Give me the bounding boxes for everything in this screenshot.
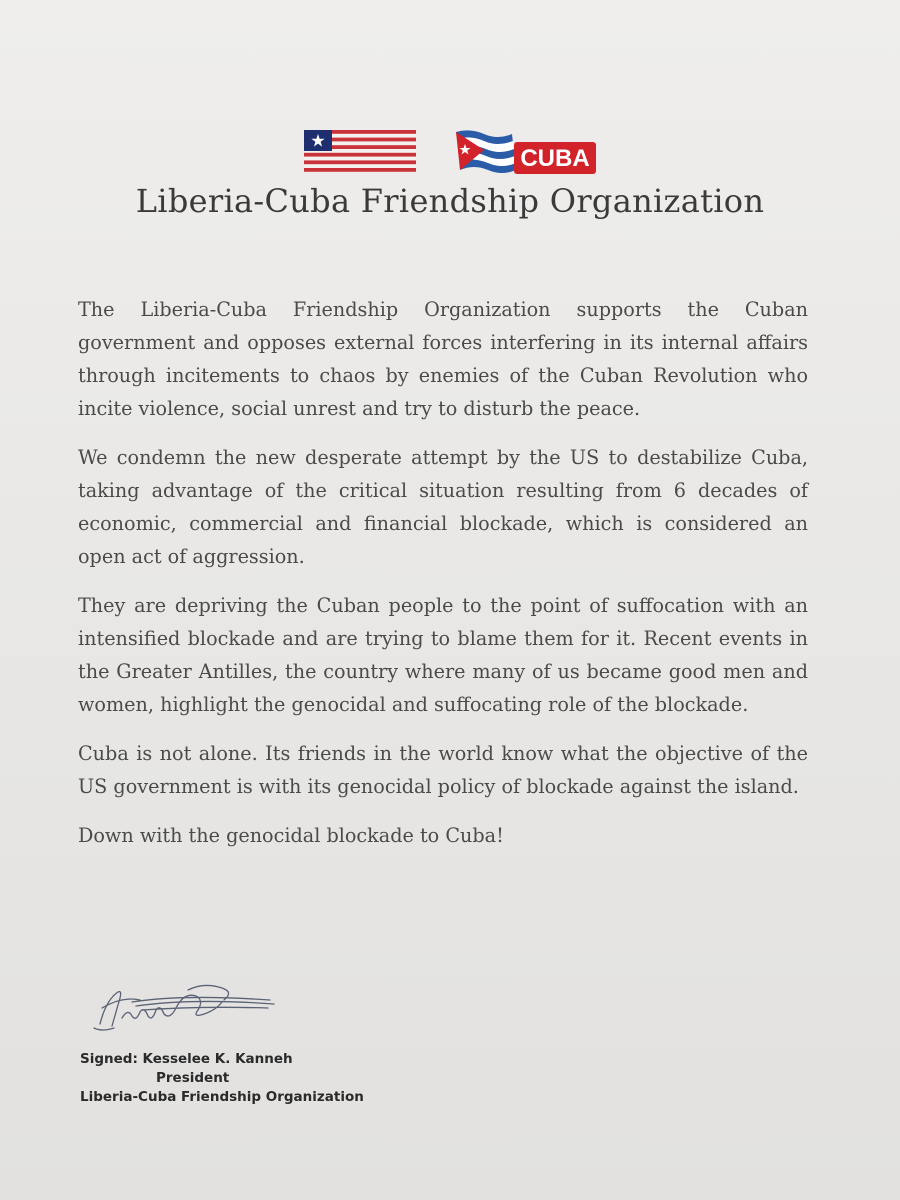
signed-line: Signed: Kesselee K. Kanneh xyxy=(80,1051,293,1067)
handwritten-signature xyxy=(92,978,282,1036)
paragraph-5: Down with the genocidal blockade to Cuba! xyxy=(78,824,504,847)
cuba-flag-icon xyxy=(456,130,596,174)
letter-body xyxy=(78,293,808,868)
signer-organization: Liberia-Cuba Friendship Organization xyxy=(80,1089,364,1105)
signer-role: President xyxy=(156,1070,230,1086)
paragraph-3: They are depriving the Cuban people to the point of suffocation with an intensified blockade and are trying to blame them for it. Recent events in the Greater Antilles, the country where many of us became good men and women, highlight the genocidal and suffocating role of the blockade. xyxy=(78,594,808,716)
paragraph-1: The Liberia-Cuba Friendship Organization supports the Cuban government and opposes external forces interfering in its internal affairs through incitements to chaos by enemies of the Cuban Revolution who incite violence, social unrest and try to disturb the peace. xyxy=(78,298,808,420)
organization-title: Liberia-Cuba Friendship Organization xyxy=(135,182,765,220)
cuba-flag-text: CUBA xyxy=(520,145,590,172)
signature-block xyxy=(80,1050,364,1107)
paragraph-2: We condemn the new desperate attempt by the US to destabilize Cuba, taking advantage of the critical situation resulting from 6 decades of economic, commercial and financial blockade, which is considered an open act of aggression. xyxy=(78,446,808,568)
liberia-flag-icon xyxy=(304,130,416,172)
paragraph-4: Cuba is not alone. Its friends in the world know what the objective of the US government is with its genocidal policy of blockade against the island. xyxy=(78,742,808,798)
flags-header xyxy=(300,128,600,180)
